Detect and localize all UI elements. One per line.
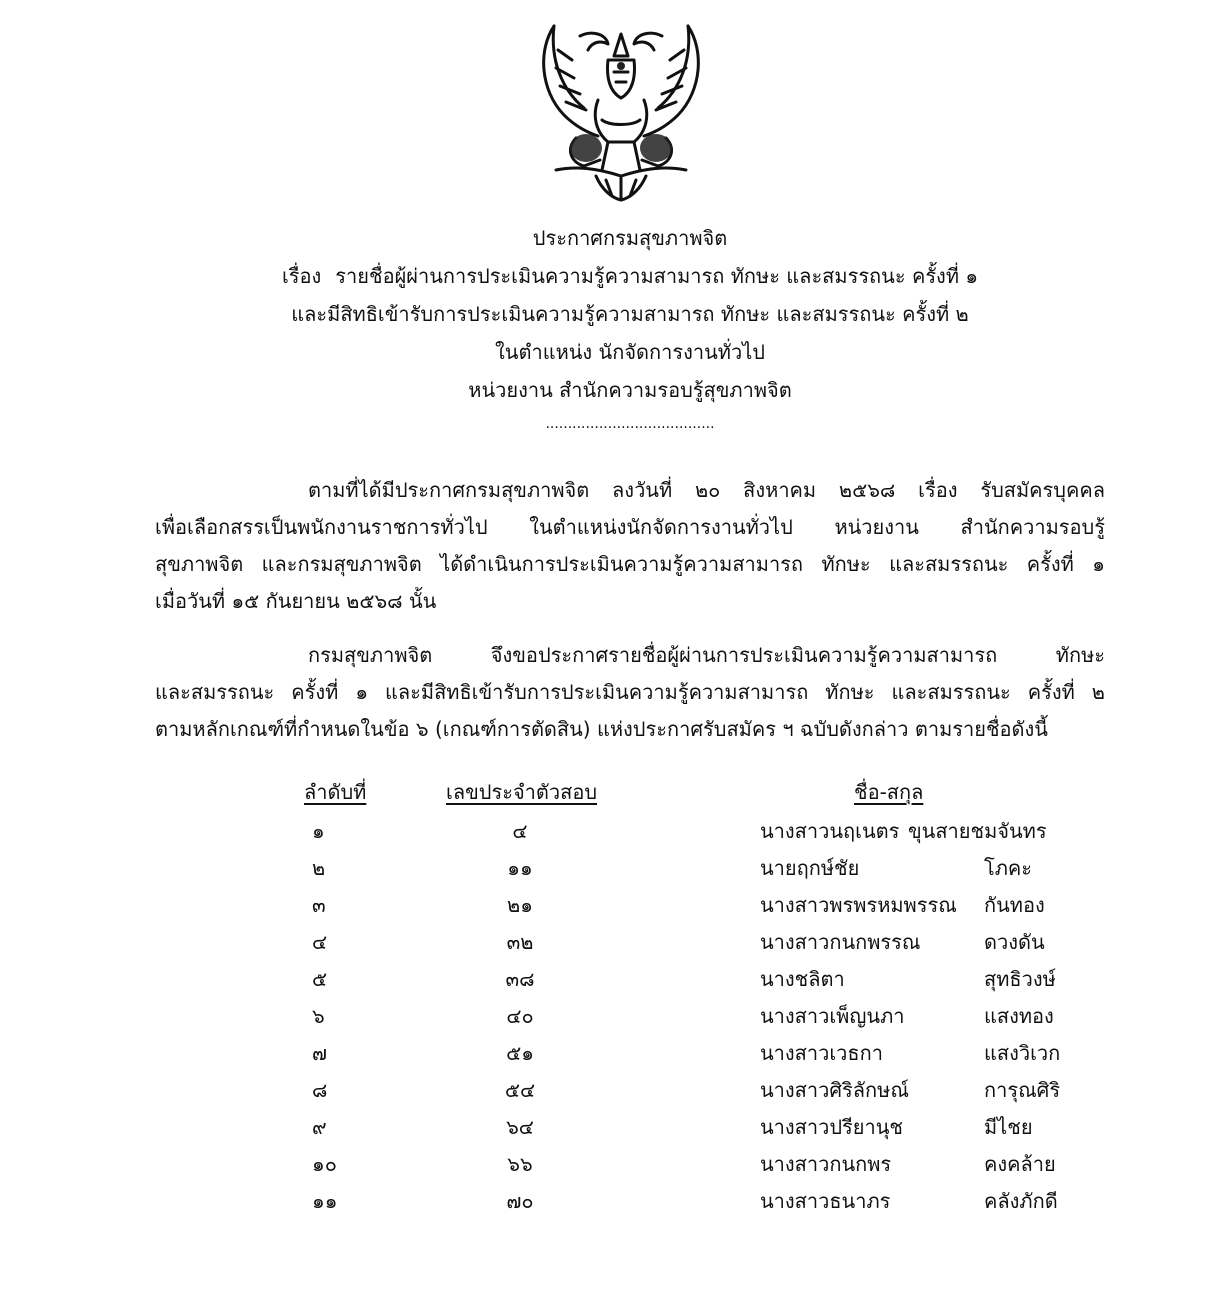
cell-last-name: โภคะ bbox=[984, 856, 1033, 880]
cell-no: ๑๑ bbox=[312, 1189, 338, 1213]
cell-first-name: นางสาวเวธกา bbox=[760, 1041, 883, 1065]
paragraph-1-line: เมื่อวันที่ ๑๕ กันยายน ๒๕๖๘ นั้น bbox=[155, 589, 437, 613]
cell-first-name: นางสาวนฤเนตร bbox=[760, 819, 900, 843]
announcement-header bbox=[150, 219, 1110, 409]
cell-exam-id: ๑๑ bbox=[507, 856, 533, 880]
cell-last-name: คงคล้าย bbox=[984, 1152, 1056, 1176]
paragraph-2 bbox=[155, 637, 1105, 748]
cell-exam-id: ๔ bbox=[512, 819, 528, 843]
cell-last-name: การุณศิริ bbox=[984, 1078, 1061, 1102]
table-row bbox=[290, 1148, 1090, 1185]
header-divider: ...................................... bbox=[545, 416, 715, 432]
cell-last-name: แสงทอง bbox=[984, 1004, 1054, 1028]
cell-no: ๙ bbox=[312, 1115, 327, 1139]
cell-last-name: ดวงดัน bbox=[984, 930, 1045, 954]
table-row bbox=[290, 1074, 1090, 1111]
cell-no: ๗ bbox=[312, 1041, 328, 1065]
cell-exam-id: ๖๔ bbox=[506, 1115, 534, 1139]
paragraph-1-line: เพื่อเลือกสรรเป็นพนักงานราชการทั่วไป ในตำแหน่งนักจัดการงานทั่วไป หน่วยงาน สำนักความรอบรู้ bbox=[155, 515, 1105, 539]
cell-first-name: นางสาวกนกพร bbox=[760, 1152, 892, 1176]
cell-exam-id: ๕๑ bbox=[506, 1041, 534, 1065]
cell-no: ๑๐ bbox=[312, 1152, 337, 1176]
cell-exam-id: ๓๒ bbox=[506, 930, 534, 954]
cell-last-name: กันทอง bbox=[984, 893, 1045, 917]
paragraph-2-line: และสมรรถนะ ครั้งที่ ๑ และมีสิทธิเข้ารับการประเมินความรู้ความสามารถ ทักษะ และสมรรถนะ ครั้งที่ ๒ bbox=[155, 680, 1105, 704]
table-row bbox=[290, 889, 1090, 926]
cell-first-name: นางสาวปรียานุช bbox=[760, 1115, 903, 1139]
subject-text-1: รายชื่อผู้ผ่านการประเมินความรู้ความสามารถ ทักษะ และสมรรถนะ ครั้งที่ ๑ bbox=[335, 264, 979, 288]
cell-first-name: นางสาวพรพรหมพรรณ bbox=[760, 893, 957, 917]
table-row bbox=[290, 1037, 1090, 1074]
cell-no: ๒ bbox=[312, 856, 326, 880]
announcement-title: ประกาศกรมสุขภาพจิต bbox=[532, 226, 728, 250]
cell-exam-id: ๔๐ bbox=[506, 1004, 534, 1028]
cell-no: ๕ bbox=[312, 967, 328, 991]
unit-line: หน่วยงาน สำนักความรอบรู้สุขภาพจิต bbox=[468, 378, 792, 402]
cell-no: ๖ bbox=[312, 1004, 325, 1028]
cell-first-name: นางสาวกนกพรรณ bbox=[760, 930, 921, 954]
paragraph-1 bbox=[155, 472, 1105, 620]
cell-last-name: ขุนสายชมจันทร bbox=[908, 819, 1047, 843]
cell-no: ๘ bbox=[312, 1078, 328, 1102]
position-line: ในตำแหน่ง นักจัดการงานทั่วไป bbox=[495, 340, 765, 364]
table-row bbox=[290, 926, 1090, 963]
table-row bbox=[290, 852, 1090, 889]
paragraph-2-line: ตามหลักเกณฑ์ที่กำหนดในข้อ ๖ (เกณฑ์การตัดสิน) แห่งประกาศรับสมัคร ฯ ฉบับดังกล่าว ตามรายชื่อดังนี้ bbox=[155, 717, 1048, 741]
table-row bbox=[290, 963, 1090, 1000]
table-row bbox=[290, 815, 1090, 852]
cell-first-name: นายฤกษ์ชัย bbox=[760, 856, 860, 880]
table-row bbox=[290, 1000, 1090, 1037]
cell-last-name: คลังภักดี bbox=[984, 1189, 1058, 1213]
table-row bbox=[290, 1111, 1090, 1148]
cell-last-name: แสงวิเวก bbox=[984, 1041, 1061, 1065]
cell-no: ๔ bbox=[312, 930, 328, 954]
header-no: ลำดับที่ bbox=[304, 780, 367, 804]
cell-last-name: สุทธิวงษ์ bbox=[984, 967, 1056, 991]
cell-first-name: นางสาวเพ็ญนภา bbox=[760, 1004, 905, 1028]
paragraph-1-line: สุขภาพจิต และกรมสุขภาพจิต ได้ดำเนินการประเมินความรู้ความสามารถ ทักษะ และสมรรถนะ ครั้งที่ ๑ bbox=[155, 552, 1105, 576]
cell-exam-id: ๓๘ bbox=[505, 967, 535, 991]
table-header-row bbox=[290, 776, 1090, 813]
cell-first-name: นางสาวธนาภร bbox=[760, 1189, 891, 1213]
cell-no: ๑ bbox=[312, 819, 325, 843]
table-row bbox=[290, 1185, 1090, 1222]
cell-first-name: นางชลิตา bbox=[760, 967, 845, 991]
header-name: ชื่อ-สกุล bbox=[854, 780, 924, 804]
garuda-emblem-icon bbox=[536, 20, 706, 205]
cell-no: ๓ bbox=[312, 893, 326, 917]
cell-first-name: นางสาวศิริลักษณ์ bbox=[760, 1078, 909, 1102]
cell-exam-id: ๕๔ bbox=[504, 1078, 536, 1102]
subject-line-2: และมีสิทธิเข้ารับการประเมินความรู้ความสามารถ ทักษะ และสมรรถนะ ครั้งที่ ๒ bbox=[291, 302, 969, 326]
header-exam-id: เลขประจำตัวสอบ bbox=[446, 780, 598, 804]
subject-line-1 bbox=[150, 257, 1110, 295]
cell-last-name: มีไชย bbox=[984, 1115, 1033, 1139]
paragraph-1-line: ตามที่ได้มีประกาศกรมสุขภาพจิต ลงวันที่ ๒๐ สิงหาคม ๒๕๖๘ เรื่อง รับสมัครบุคคล bbox=[308, 478, 1105, 502]
cell-exam-id: ๗๐ bbox=[506, 1189, 534, 1213]
paragraph-2-line: กรมสุขภาพจิต จึงขอประกาศรายชื่อผู้ผ่านการประเมินความรู้ความสามารถ ทักษะ bbox=[308, 643, 1105, 667]
cell-exam-id: ๖๖ bbox=[507, 1152, 533, 1176]
cell-exam-id: ๒๑ bbox=[507, 893, 533, 917]
subject-label: เรื่อง bbox=[281, 264, 322, 288]
